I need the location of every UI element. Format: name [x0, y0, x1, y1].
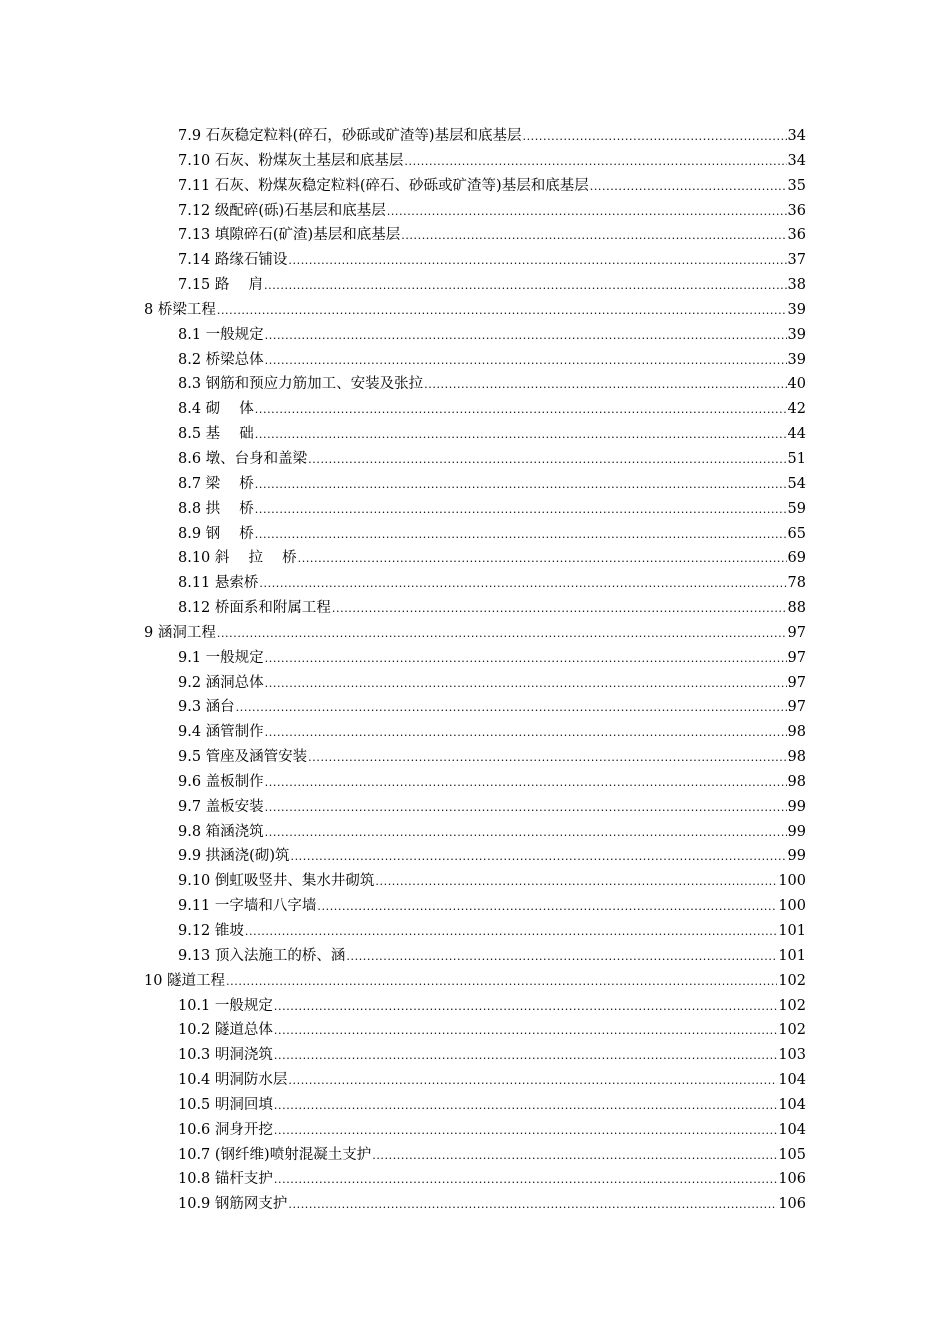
toc-entry-label: 8.1 一般规定 — [178, 326, 264, 343]
toc-section-entry[interactable] — [0, 695, 806, 720]
toc-section-entry[interactable] — [0, 646, 806, 671]
toc-dot-leader — [288, 1193, 777, 1218]
toc-page-number: 39 — [787, 301, 806, 318]
toc-entry-label: 9.4 涵管制作 — [178, 724, 264, 741]
toc-section-entry[interactable] — [0, 497, 806, 522]
toc-entry-label: 9.5 管座及涵管安装 — [178, 749, 308, 766]
toc-page-number: 97 — [787, 674, 806, 691]
toc-entry-label: 10.9 钢筋网支护 — [178, 1196, 288, 1213]
toc-section-entry[interactable] — [0, 397, 806, 422]
toc-section-entry[interactable] — [0, 919, 806, 944]
toc-section-entry[interactable] — [0, 1018, 806, 1043]
toc-page-number: 51 — [787, 450, 806, 467]
toc-entry-label: 7.11 石灰、粉煤灰稳定粒料(碎石、砂砾或矿渣等)基层和底基层 — [178, 177, 589, 194]
toc-entry-label: 9.12 锥坡 — [178, 923, 244, 939]
toc-page-number: 104 — [778, 1072, 806, 1089]
toc-section-entry[interactable] — [0, 1118, 806, 1143]
toc-entry-label: 9.2 涵洞总体 — [178, 674, 264, 691]
toc-dot-leader — [290, 845, 786, 870]
toc-page-number: 97 — [787, 649, 806, 666]
toc-section-entry[interactable] — [0, 571, 806, 596]
toc-entry-label: 7.12 级配碎(砾)石基层和底基层 — [178, 202, 386, 219]
toc-dot-leader — [236, 696, 787, 721]
toc-dot-leader — [274, 1044, 777, 1069]
toc-entry-label: 8.7 梁 桥 — [178, 475, 254, 492]
toc-page-number: 54 — [787, 475, 806, 492]
toc-entry-label: 7.10 石灰、粉煤灰土基层和底基层 — [178, 152, 404, 169]
toc-section-entry[interactable] — [0, 770, 806, 795]
toc-page-number: 99 — [787, 823, 806, 840]
toc-page-number: 102 — [778, 997, 806, 1014]
toc-entry-label: 9.7 盖板安装 — [178, 798, 264, 815]
toc-page-number: 105 — [778, 1146, 806, 1163]
toc-page-number: 37 — [787, 252, 806, 269]
toc-dot-leader — [288, 1069, 777, 1094]
toc-section-entry[interactable] — [0, 149, 806, 174]
toc-page-number: 102 — [778, 1022, 806, 1039]
toc-entry-label: 10.7 (钢纤维)喷射混凝土支护 — [178, 1146, 372, 1163]
toc-dot-leader — [372, 1144, 777, 1169]
toc-section-entry[interactable] — [0, 372, 806, 397]
toc-entry-label: 7.9 石灰稳定粒料(碎石，砂砾或矿渣等)基层和底基层 — [178, 128, 522, 144]
toc-section-entry[interactable] — [0, 720, 806, 745]
toc-dot-leader — [265, 349, 787, 374]
toc-page-number: 102 — [778, 972, 806, 989]
toc-chapter-entry[interactable] — [0, 969, 806, 994]
toc-page-number: 101 — [778, 923, 806, 939]
toc-chapter-entry[interactable] — [0, 621, 806, 646]
toc-dot-leader — [274, 1094, 777, 1119]
toc-entry-label: 10.4 明洞防水层 — [178, 1072, 288, 1089]
toc-page-number: 59 — [787, 500, 806, 517]
toc-entry-label: 7.13 填隙碎石(矿渣)基层和底基层 — [178, 227, 401, 244]
toc-dot-leader — [522, 125, 786, 150]
toc-entry-label: 10.6 洞身开挖 — [178, 1121, 273, 1138]
toc-dot-leader — [245, 920, 777, 945]
toc-entry-label: 9.8 箱涵浇筑 — [178, 823, 264, 840]
toc-section-entry[interactable] — [0, 795, 806, 820]
toc-entry-label: 10.2 隧道总体 — [178, 1022, 273, 1039]
toc-dot-leader — [255, 423, 787, 448]
toc-dot-leader — [424, 373, 786, 398]
toc-section-entry[interactable] — [0, 596, 806, 621]
toc-entry-label: 9 涵洞工程 — [144, 624, 216, 641]
toc-page-number: 42 — [787, 401, 806, 418]
toc-dot-leader — [274, 1019, 777, 1044]
toc-page-number: 99 — [787, 798, 806, 815]
toc-section-entry[interactable] — [0, 844, 806, 869]
toc-page-number: 88 — [787, 600, 806, 617]
toc-dot-leader — [387, 200, 787, 225]
toc-page-number: 98 — [787, 749, 806, 766]
toc-section-entry[interactable] — [0, 869, 806, 894]
toc-section-entry[interactable] — [0, 1043, 806, 1068]
toc-dot-leader — [264, 274, 787, 299]
toc-page-number: 34 — [787, 152, 806, 169]
toc-entry-label: 10.1 一般规定 — [178, 997, 273, 1014]
toc-entry-label: 7.15 路 肩 — [178, 277, 264, 294]
toc-dot-leader — [259, 572, 786, 597]
toc-section-entry[interactable] — [0, 124, 806, 149]
toc-section-entry[interactable] — [0, 323, 806, 348]
toc-page-number: 97 — [787, 699, 806, 716]
toc-dot-leader — [217, 622, 787, 647]
toc-entry-label: 8.5 基 础 — [178, 426, 254, 443]
toc-chapter-entry[interactable] — [0, 298, 806, 323]
toc-dot-leader — [217, 299, 787, 324]
toc-entry-label: 8.9 钢 桥 — [178, 525, 254, 542]
toc-section-entry[interactable] — [0, 1167, 806, 1192]
toc-entry-label: 9.9 拱涵浇(砌)筑 — [178, 848, 290, 865]
toc-entry-label: 8.2 桥梁总体 — [178, 351, 264, 368]
toc-section-entry[interactable] — [0, 820, 806, 845]
toc-section-entry[interactable] — [0, 422, 806, 447]
toc-page-number: 34 — [787, 128, 806, 144]
toc-page-number: 36 — [787, 227, 806, 244]
toc-entry-label: 8.6 墩、台身和盖梁 — [178, 450, 308, 467]
toc-section-entry[interactable] — [0, 248, 806, 273]
toc-entry-label: 9.6 盖板制作 — [178, 773, 264, 790]
toc-dot-leader — [265, 721, 787, 746]
toc-entry-label: 9.11 一字墙和八字墙 — [178, 898, 317, 915]
toc-entry-label: 8.3 钢筋和预应力筋加工、安装及张拉 — [178, 376, 424, 393]
toc-entry-label: 8.4 砌 体 — [178, 401, 254, 418]
toc-section-entry[interactable] — [0, 1093, 806, 1118]
toc-dot-leader — [375, 870, 777, 895]
toc-section-entry[interactable] — [0, 745, 806, 770]
table-of-contents — [0, 124, 950, 1217]
toc-dot-leader — [317, 895, 777, 920]
toc-section-entry[interactable] — [0, 273, 806, 298]
toc-section-entry[interactable] — [0, 199, 806, 224]
toc-page-number: 100 — [778, 873, 806, 890]
toc-page-number: 103 — [778, 1047, 806, 1064]
toc-section-entry[interactable] — [0, 1068, 806, 1093]
toc-section-entry[interactable] — [0, 174, 806, 199]
toc-section-entry[interactable] — [0, 447, 806, 472]
toc-dot-leader — [346, 945, 777, 970]
toc-page-number: 97 — [787, 624, 806, 641]
toc-entry-label: 8.8 拱 桥 — [178, 500, 254, 517]
toc-dot-leader — [332, 597, 787, 622]
toc-dot-leader — [255, 473, 787, 498]
toc-page-number: 35 — [787, 177, 806, 194]
toc-entry-label: 10.5 明洞回填 — [178, 1096, 273, 1113]
toc-dot-leader — [265, 821, 787, 846]
toc-dot-leader — [255, 498, 787, 523]
toc-page-number: 39 — [787, 326, 806, 343]
toc-page-number: 100 — [778, 898, 806, 915]
toc-dot-leader — [255, 523, 787, 548]
toc-dot-leader — [288, 249, 786, 274]
toc-page-number: 36 — [787, 202, 806, 219]
toc-section-entry[interactable] — [0, 223, 806, 248]
toc-dot-leader — [401, 224, 786, 249]
toc-entry-label: 7.14 路缘石铺设 — [178, 252, 288, 269]
toc-page-number: 104 — [778, 1096, 806, 1113]
toc-page-number: 69 — [787, 550, 806, 567]
toc-entry-label: 9.1 一般规定 — [178, 649, 264, 666]
toc-dot-leader — [265, 771, 787, 796]
toc-page-number: 99 — [787, 848, 806, 865]
toc-dot-leader — [274, 1119, 777, 1144]
toc-entry-label: 10 隧道工程 — [144, 972, 226, 989]
toc-dot-leader — [274, 1168, 777, 1193]
toc-dot-leader — [265, 324, 787, 349]
toc-page-number: 104 — [778, 1121, 806, 1138]
toc-section-entry[interactable] — [0, 348, 806, 373]
toc-section-entry[interactable] — [0, 546, 806, 571]
toc-section-entry[interactable] — [0, 1192, 806, 1217]
toc-entry-label: 8 桥梁工程 — [144, 301, 216, 318]
toc-dot-leader — [404, 150, 786, 175]
toc-page-number: 78 — [787, 575, 806, 592]
toc-dot-leader — [298, 547, 787, 572]
toc-entry-label: 9.10 倒虹吸竖井、集水井砌筑 — [178, 873, 375, 890]
toc-dot-leader — [308, 746, 786, 771]
toc-section-entry[interactable] — [0, 472, 806, 497]
toc-section-entry[interactable] — [0, 671, 806, 696]
toc-entry-label: 10.3 明洞浇筑 — [178, 1047, 273, 1064]
toc-page-number: 98 — [787, 724, 806, 741]
toc-section-entry[interactable] — [0, 994, 806, 1019]
toc-entry-label: 8.12 桥面系和附属工程 — [178, 600, 331, 617]
toc-entry-label: 9.13 顶入法施工的桥、涵 — [178, 947, 346, 964]
toc-page-number: 98 — [787, 773, 806, 790]
toc-page-number: 40 — [787, 376, 806, 393]
toc-entry-label: 8.11 悬索桥 — [178, 575, 259, 592]
toc-dot-leader — [265, 647, 787, 672]
toc-page-number: 101 — [778, 947, 806, 964]
toc-dot-leader — [308, 448, 786, 473]
toc-page-number: 39 — [787, 351, 806, 368]
toc-section-entry[interactable] — [0, 944, 806, 969]
toc-section-entry[interactable] — [0, 522, 806, 547]
toc-page-number: 44 — [787, 426, 806, 443]
toc-dot-leader — [226, 970, 777, 995]
toc-page-number: 65 — [787, 525, 806, 542]
toc-page-number: 106 — [778, 1171, 806, 1188]
toc-dot-leader — [274, 995, 777, 1020]
toc-section-entry[interactable] — [0, 894, 806, 919]
toc-entry-label: 8.10 斜 拉 桥 — [178, 550, 297, 567]
toc-dot-leader — [255, 398, 787, 423]
toc-dot-leader — [265, 672, 787, 697]
toc-dot-leader — [590, 175, 787, 200]
toc-page-number: 106 — [778, 1196, 806, 1213]
toc-entry-label: 10.8 锚杆支护 — [178, 1171, 273, 1188]
toc-entry-label: 9.3 涵台 — [178, 699, 235, 716]
toc-dot-leader — [265, 796, 787, 821]
toc-page-number: 38 — [787, 277, 806, 294]
toc-section-entry[interactable] — [0, 1143, 806, 1168]
